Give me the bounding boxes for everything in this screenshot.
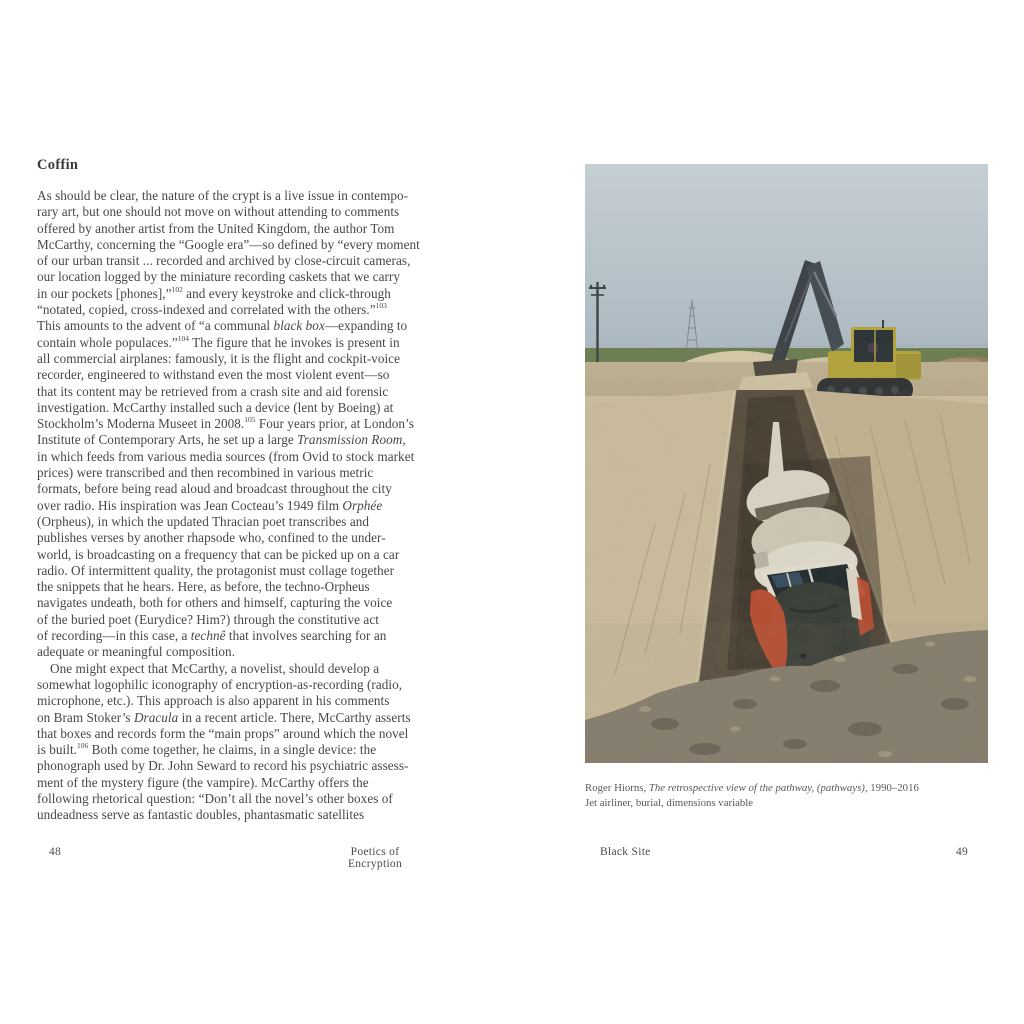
text-segment: offered by another artist from the United Kingdom, the author Tom	[37, 220, 395, 236]
text-segment: “notated, copied, cross-indexed and correlated with the others.”	[37, 302, 376, 318]
text-line	[37, 237, 497, 253]
text-line	[37, 286, 497, 302]
paragraph	[37, 188, 497, 661]
text-line	[37, 269, 497, 285]
text-line	[37, 644, 497, 660]
text-segment: investigation. McCarthy installed such a device (lent by Boeing) at	[37, 399, 394, 415]
text-line	[37, 579, 497, 595]
italic-text: Orphée	[342, 497, 383, 513]
text-line	[37, 498, 497, 514]
text-segment: The figure that he invokes is present in	[189, 334, 400, 350]
text-line	[37, 465, 497, 481]
text-line	[37, 400, 497, 416]
footnote-reference: 106	[77, 741, 89, 751]
footnote-reference: 102	[171, 284, 183, 294]
text-segment: McCarthy, concerning the “Google era”—so defined by “every moment	[37, 236, 420, 252]
text-segment: all commercial airplanes: famously, it is the flight and cockpit-voice	[37, 350, 400, 366]
text-segment: publishes verses by another rhapsode who, confined to the under-	[37, 530, 386, 546]
text-segment: on Bram Stoker’s	[37, 709, 134, 725]
text-segment: navigates undeath, both for others and himself, capturing the voice	[37, 595, 393, 611]
text-segment: (Orpheus), in which the updated Thracian poet transcribes and	[37, 513, 370, 529]
text-line	[37, 449, 497, 465]
text-line	[37, 807, 497, 823]
text-line	[37, 367, 497, 383]
paragraph	[37, 661, 497, 824]
text-segment: of the buried poet (Eurydice? Him?) through the constitutive act	[37, 611, 379, 627]
text-line	[37, 693, 497, 709]
text-segment: Both come together, he claims, in a single device: the	[88, 742, 377, 758]
text-segment: recorder, engineered to withstand even the most violent event—so	[37, 367, 390, 383]
text-line	[37, 677, 497, 693]
text-segment: is built.	[37, 742, 78, 758]
text-line	[37, 547, 497, 563]
italic-text: technê	[190, 628, 226, 644]
text-line	[37, 204, 497, 220]
caption-line-2: Jet airliner, burial, dimensions variable	[585, 796, 754, 809]
text-segment: contain whole populaces.”	[37, 334, 178, 350]
text-segment: One might expect that McCarthy, a novelist, should develop a	[50, 660, 380, 676]
caption	[585, 781, 988, 810]
left-page-text-column	[37, 157, 497, 824]
text-segment: This amounts to the advent of “a communal	[37, 318, 274, 334]
italic-text: black box	[273, 318, 325, 334]
running-footer-left: Poetics of Encryption	[347, 846, 403, 870]
text-segment: adequate or meaningful composition.	[37, 644, 236, 660]
italic-text: Dracula	[133, 709, 179, 725]
text-segment: over radio. His inspiration was Jean Cocteau’s 1949 film	[37, 497, 343, 513]
footnote-reference: 104	[177, 333, 190, 343]
text-segment: Institute of Contemporary Arts, he set up a large	[37, 432, 298, 448]
photo-illustration	[585, 164, 988, 763]
text-segment: radio. Of intermittent quality, the protagonist must collage together	[37, 562, 395, 578]
text-segment: rary art, but one should not move on without attending to comments	[37, 204, 400, 220]
text-line	[37, 481, 497, 497]
text-segment: —expanding to	[324, 318, 408, 334]
text-segment: that its content may be retrieved from a crash site and aid forensic	[37, 383, 389, 399]
text-segment: somewhat logophilic iconography of encryption-as-recording (radio,	[37, 676, 403, 692]
text-line	[37, 188, 497, 204]
text-line	[37, 775, 497, 791]
text-line	[37, 661, 497, 677]
italic-text: Transmission Room,	[297, 432, 406, 448]
text-line	[37, 628, 497, 644]
italic-text: The retrospective view of the pathway, (pathways),	[648, 782, 868, 794]
text-segment: undeadness serve as fantastic doubles, phantasmatic satellites	[37, 807, 365, 823]
text-segment: and every keystroke and click-through	[182, 285, 391, 301]
text-line	[37, 335, 497, 351]
text-line	[37, 416, 497, 432]
footnote-reference: 103	[375, 301, 387, 311]
text-line	[37, 530, 497, 546]
text-line	[37, 758, 497, 774]
text-line	[37, 221, 497, 237]
text-segment: world, is broadcasting on a frequency that can be picked up on a car	[37, 546, 400, 562]
text-segment: 1990–2016	[867, 782, 919, 794]
page-number-right: 49	[956, 846, 969, 858]
text-line	[37, 351, 497, 367]
text-segment: that boxes and records form the “main props” around which the novel	[37, 725, 409, 741]
section-heading: Coffin	[37, 157, 79, 173]
text-segment: Four years prior, at London’s	[255, 416, 414, 432]
text-segment: in a recent article. There, McCarthy asserts	[178, 709, 411, 725]
text-line	[37, 742, 497, 758]
footnote-reference: 105	[244, 415, 256, 425]
text-segment: ment of the mystery figure (the vampire). McCarthy offers the	[37, 774, 369, 790]
text-segment: phonograph used by Dr. John Seward to record his psychiatric assess-	[37, 758, 409, 774]
text-line	[37, 302, 497, 318]
text-segment: of our urban transit ... recorded and archived by close-circuit cameras,	[37, 253, 411, 269]
text-segment: that involves searching for an	[225, 628, 387, 644]
text-segment: Roger Hiorns,	[585, 782, 649, 794]
text-segment: in which feeds from various media sources (from Ovid to stock market	[37, 448, 415, 464]
text-line	[37, 318, 497, 334]
body-text	[37, 188, 497, 824]
text-segment: our location logged by the miniature recording caskets that we carry	[37, 269, 400, 285]
running-footer-right: Black Site	[600, 846, 651, 858]
text-line	[37, 384, 497, 400]
text-segment: of recording—in this case, a	[37, 628, 191, 644]
text-segment: in our pockets [phones],”	[37, 285, 172, 301]
page-number-left: 48	[49, 846, 62, 858]
text-segment: the snippets that he hears. Here, as before, the techno-Orpheus	[37, 579, 370, 595]
text-line	[37, 710, 497, 726]
text-line	[37, 595, 497, 611]
text-line	[37, 514, 497, 530]
text-segment: formats, before being read aloud and broadcast throughout the city	[37, 481, 392, 497]
caption-line-1	[585, 781, 988, 796]
text-line	[37, 432, 497, 448]
text-line	[37, 726, 497, 742]
text-segment: prices) were transcribed and then recombined in various metric	[37, 465, 374, 481]
text-segment: Stockholm’s Moderna Museet in 2008.	[37, 416, 245, 432]
text-line	[37, 612, 497, 628]
text-segment: microphone, etc.). This approach is also apparent in his comments	[37, 693, 390, 709]
operator	[868, 343, 879, 354]
cab-antenna	[882, 320, 884, 328]
text-segment: following rhetorical question: “Don’t all the novel’s other boxes of	[37, 790, 393, 806]
text-line	[37, 791, 497, 807]
text-segment: As should be clear, the nature of the crypt is a live issue in contempo-	[37, 188, 409, 203]
artwork-photo	[585, 164, 988, 763]
text-line	[37, 253, 497, 269]
text-line	[37, 563, 497, 579]
